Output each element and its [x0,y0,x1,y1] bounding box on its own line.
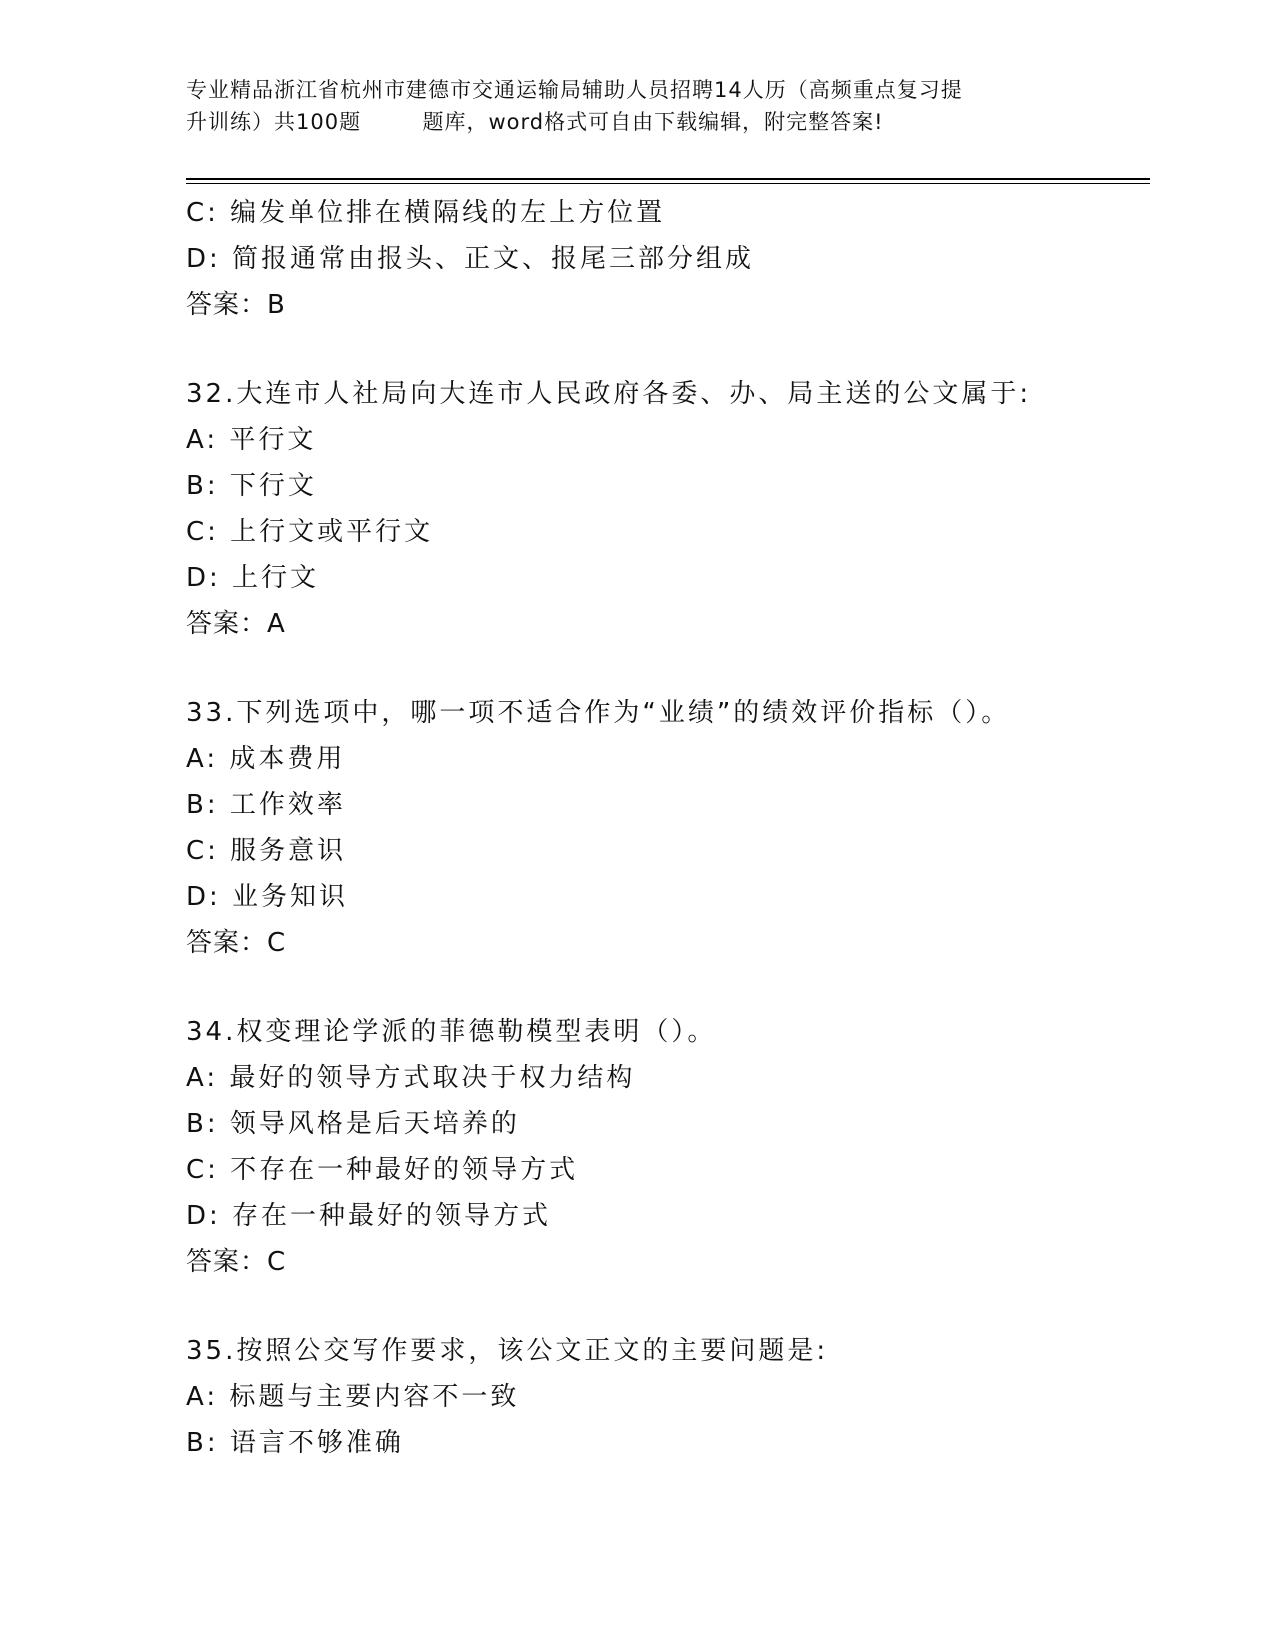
answer-line: 答案：A [186,609,286,639]
answer-line: 答案：B [186,290,286,320]
option-a: A: 最好的领导方式取决于权力结构 [186,1063,636,1093]
header-line-1: 专业精品浙江省杭州市建德市交通运输局辅助人员招聘14人历（高频重点复习提 [186,78,963,102]
option-b: B: 工作效率 [186,790,346,820]
option-c: C: 不存在一种最好的领导方式 [186,1155,579,1185]
question-list [186,190,1150,1466]
option-c: C: 上行文或平行文 [186,517,434,547]
header-divider-thick [186,178,1150,180]
spacer [186,647,1150,690]
option-b: B: 领导风格是后天培养的 [186,1109,520,1139]
option-b: B: 下行文 [186,471,317,501]
option-d: D: 简报通常由报头、正文、报尾三部分组成 [186,244,755,274]
answer-line: 答案：C [186,928,287,958]
question-text: 32.大连市人社局向大连市人民政府各委、办、局主送的公文属于: [186,379,1032,409]
answer-line: 答案：C [186,1247,287,1277]
option-a: A: 平行文 [186,425,317,455]
option-c: C: 服务意识 [186,836,347,866]
question-block-34 [186,1009,1150,1285]
question-block-32 [186,371,1150,647]
option-a: A: 成本费用 [186,744,346,774]
question-text: 35.按照公交写作要求，该公文正文的主要问题是: [186,1336,829,1366]
document-header [186,74,1086,138]
spacer [186,328,1150,371]
question-text: 34.权变理论学派的菲德勒模型表明（）。 [186,1017,717,1047]
question-block-33 [186,690,1150,966]
question-block-35 [186,1328,1150,1466]
option-d: D: 存在一种最好的领导方式 [186,1201,552,1231]
option-d: D: 上行文 [186,563,320,593]
question-text: 33.下列选项中，哪一项不适合作为“业绩”的绩效评价指标（）。 [186,698,1011,728]
header-divider-thin [186,183,1150,184]
option-c: C: 编发单位排在横隔线的左上方位置 [186,198,666,228]
option-a: A: 标题与主要内容不一致 [186,1382,520,1412]
spacer [186,1285,1150,1328]
option-b: B: 语言不够准确 [186,1428,404,1458]
option-d: D: 业务知识 [186,882,349,912]
header-line-2: 升训练）共100题 题库，word格式可自由下载编辑，附完整答案! [186,110,884,134]
spacer [186,966,1150,1009]
question-block-31 [186,190,1150,328]
